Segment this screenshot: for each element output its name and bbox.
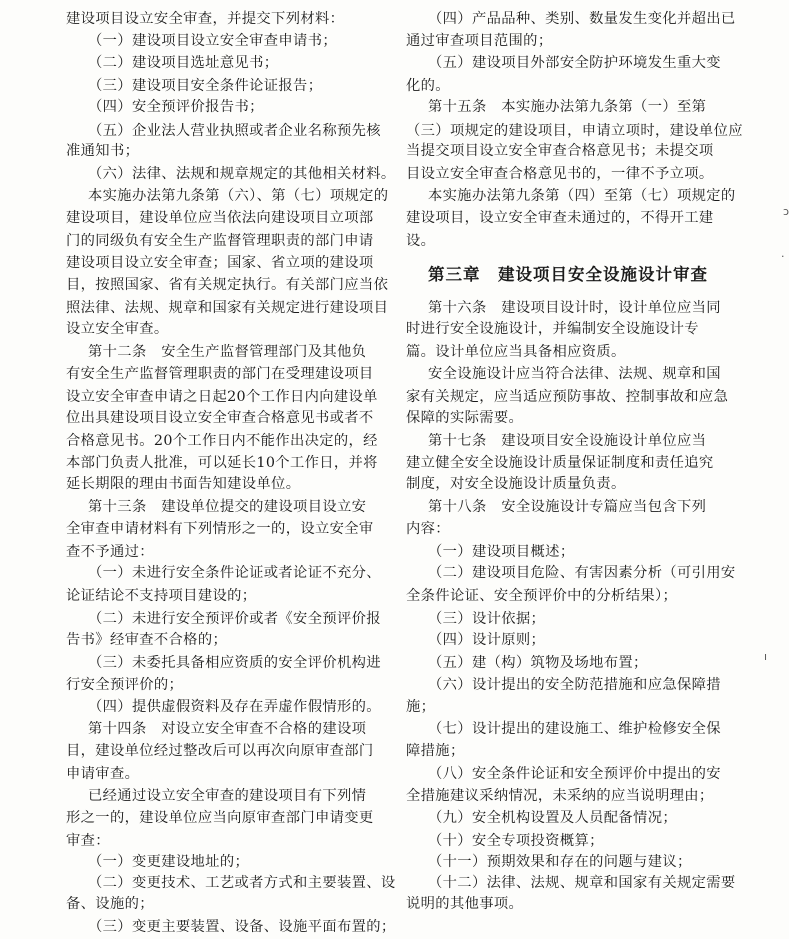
text-line: 全条件论证、安全预评价中的分析结果）； [406, 588, 678, 604]
text-line: 时进行安全设施设计，并编制安全设施设计专 [406, 321, 699, 337]
text-line: 内容： [406, 521, 450, 537]
text-line: 延长期限的理由书面告知建设单位。 [66, 476, 301, 492]
text-line: （三）未委托具备相应资质的安全评价机构进 [88, 655, 381, 671]
text-line: （四）安全预评价报告书； [88, 99, 264, 115]
text-line: 保障的实际需要。 [406, 410, 524, 426]
text-line: 设立安全审查申请之日起20个工作日内向建设单 [66, 389, 378, 405]
text-line: 第十五条 本实施办法第九条第（一）至第 [428, 99, 707, 115]
text-line: 准通知书； [66, 143, 140, 159]
text-line: （一）建设项目概述； [428, 544, 575, 560]
text-line: 化的。 [406, 78, 450, 94]
text-line: 告书》经审查不合格的； [66, 632, 228, 648]
text-line: （八）安全条件论证和安全预评价中提出的安 [428, 766, 721, 782]
text-line: 建设项目设立安全审查，并提交下列材料： [66, 11, 345, 27]
text-line: 已经通过设立安全审查的建设项目有下列情 [88, 788, 367, 804]
text-line: 第十二条 安全生产监督管理部门及其他负 [88, 344, 367, 360]
text-line: （一）未进行安全条件论证或者论证不充分、 [88, 565, 381, 581]
text-line: （五）企业法人营业执照或者企业名称预先核 [88, 123, 381, 139]
text-line: 形之一的，建设单位应当向原审查部门申请变更 [66, 810, 374, 826]
text-line: （二）建设项目危险、有害因素分析（可引用安 [428, 565, 736, 581]
chapter-title: 第三章 建设项目安全设施设计审查 [428, 265, 708, 284]
text-line: 说明的其他事项。 [406, 896, 524, 912]
text-line: （一）变更建设地址的； [88, 854, 250, 870]
text-line: 建立健全安全设施设计质量保证制度和责任追究 [406, 455, 714, 471]
text-line: 建设项目设立安全审查；国家、省立项的建设项 [66, 255, 374, 271]
text-line: 通过审查项目范围的； [406, 33, 553, 49]
text-line: 查不予通过： [66, 544, 154, 560]
text-line: （四）产品品种、类别、数量发生变化并超出已 [428, 11, 736, 27]
text-line: 施； [406, 699, 436, 715]
text-line: 论证结论不支持项目建设的； [66, 588, 257, 604]
text-line: （三）建设项目安全条件论证报告； [88, 78, 323, 94]
text-line: 全审查申请材料有下列情形之一的，设立安全审 [66, 521, 374, 537]
text-line: （五）建设项目外部安全防护环境发生重大变 [428, 55, 721, 71]
text-line: 目，建设单位经过整改后可以再次向原审查部门 [66, 743, 374, 759]
text-line: （四）提供虚假资料及存在弄虚作假情形的。 [88, 699, 381, 715]
text-line: 备、设施的； [66, 896, 154, 912]
text-line: 合格意见书。20个工作日内不能作出决定的，经 [66, 433, 378, 449]
text-line: 第十三条 建设单位提交的建设项目设立安 [88, 499, 367, 515]
text-line: 本实施办法第九条第（六）、第（七）项规定的 [88, 188, 389, 204]
text-line: （九）安全机构设置及人员配备情况； [428, 810, 677, 826]
text-line: （二）建设项目选址意见书； [88, 55, 279, 71]
text-line: 建设项目，设立安全审查未通过的，不得开工建 [406, 210, 714, 226]
text-line: （一）建设项目设立安全审查申请书； [88, 33, 337, 49]
text-line: 设立安全审查。 [66, 321, 169, 337]
text-line: 安全设施设计应当符合法律、法规、规章和国 [428, 366, 721, 382]
text-line: （四）设计原则； [428, 632, 546, 648]
text-line: （五）建（构）筑物及场地布置； [428, 655, 648, 671]
text-line: （三）变更主要装置、设备、设施平面布置的； [88, 919, 396, 935]
text-line: 申请审查。 [66, 766, 140, 782]
scan-mark: · [781, 250, 785, 263]
text-line: 门的同级负有安全生产监督管理职责的部门申请 [66, 233, 374, 249]
text-line: 篇。设计单位应当具备相应资质。 [406, 344, 626, 360]
text-line: 位出具建设项目设立安全审查合格意见书或者不 [66, 410, 374, 426]
text-line: 家有关规定，应当适应预防事故、控制事故和应急 [406, 389, 729, 405]
text-line: （二）变更技术、工艺或者方式和主要装置、设 [88, 875, 396, 891]
text-line: （七）设计提出的建设施工、维护检修安全保 [428, 721, 721, 737]
text-line: （六）设计提出的安全防范措施和应急保障措 [428, 677, 721, 693]
text-line: 当提交项目设立安全审查合格意见书；未提交项 [406, 143, 714, 159]
text-line: 有安全生产监督管理职责的部门在受理建设项目 [66, 366, 374, 382]
text-line: 行安全预评价的； [66, 677, 184, 693]
text-line: 目设立安全审查合格意见书的，一律不予立项。 [406, 166, 714, 182]
text-line: 制度，对安全设施设计质量负责。 [406, 476, 626, 492]
text-line: 建设项目，建设单位应当依法向建设项目立项部 [66, 210, 374, 226]
text-line: （六）法律、法规和规章规定的其他相关材料。 [88, 166, 396, 182]
text-line: 全措施建议采纳情况，未采纳的应当说明理由； [406, 788, 714, 804]
text-line: （十）安全专项投资概算； [428, 833, 604, 849]
scan-mark: ɔ [783, 205, 789, 218]
text-line: 目，按照国家、省有关规定执行。有关部门应当依 [66, 277, 389, 293]
text-line: 本实施办法第九条第（四）至第（七）项规定的 [428, 188, 736, 204]
text-line: 第十四条 对设立安全审查不合格的建设项 [88, 721, 367, 737]
text-line: 第十七条 建设项目安全设施设计单位应当 [428, 433, 707, 449]
text-line: 障措施； [406, 743, 465, 759]
text-line: 照法律、法规、规章和国家有关规定进行建设项目 [66, 300, 389, 316]
text-line: （三）项规定的建设项目，申请立项时，建设单位应 [406, 123, 743, 139]
text-line: 本部门负责人批准，可以延长10个工作日，并将 [66, 455, 378, 471]
text-line: （二）未进行安全预评价或者《安全预评价报 [88, 611, 381, 627]
text-line: （三）设计依据； [428, 611, 546, 627]
text-line: 设。 [406, 233, 436, 249]
text-line: （十二）法律、法规、规章和国家有关规定需要 [428, 875, 736, 891]
text-line: 审查： [66, 833, 110, 849]
text-line: 第十八条 安全设施设计专篇应当包含下列 [428, 499, 707, 515]
text-line: 第十六条 建设项目设计时，设计单位应当同 [428, 300, 721, 316]
text-line: （十一）预期效果和存在的问题与建议； [428, 854, 692, 870]
scan-mark: ı [764, 650, 768, 663]
